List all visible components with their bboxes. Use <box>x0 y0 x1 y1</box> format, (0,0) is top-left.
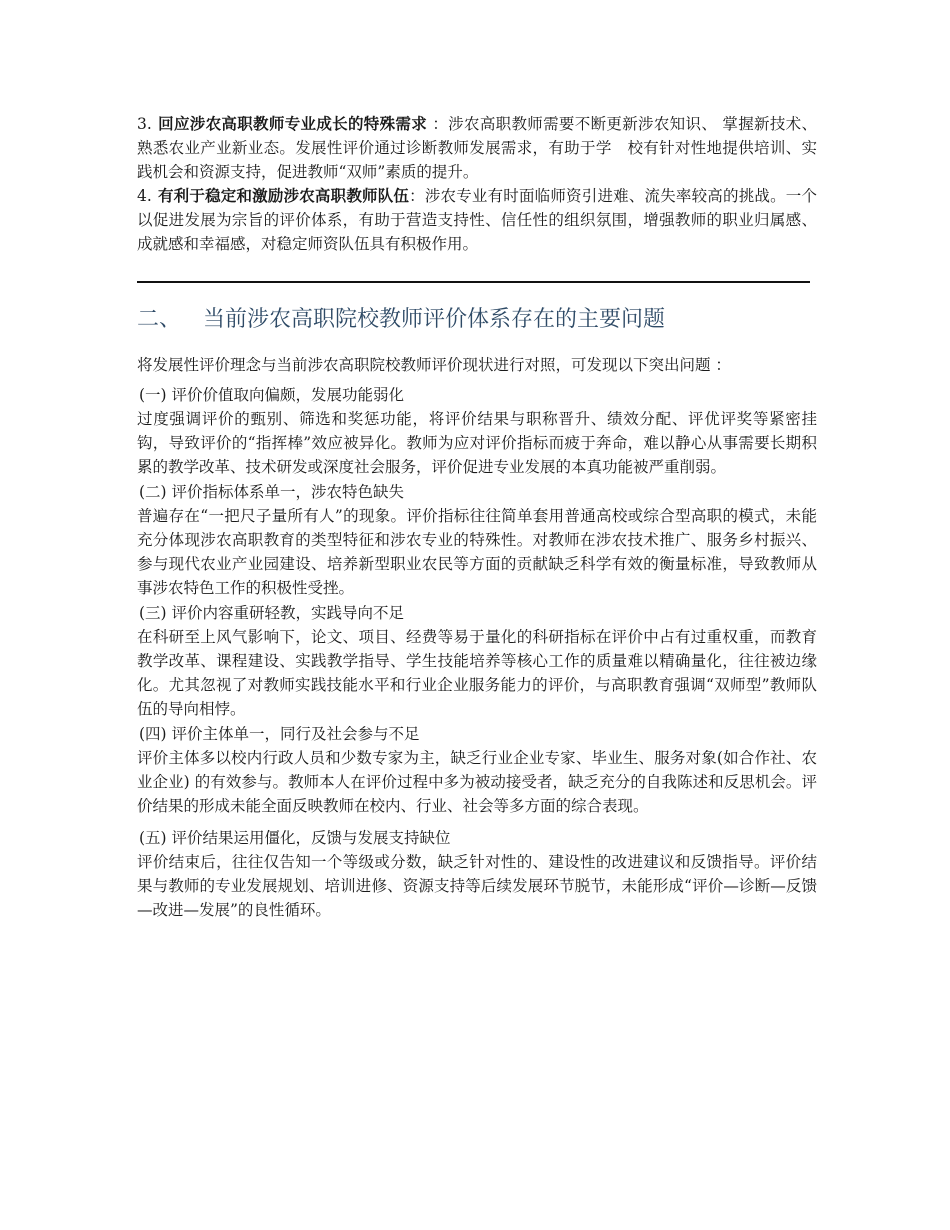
list-item-title: 回应涉农高职教师专业成长的特殊需求 <box>157 115 428 133</box>
subsection-heading-2: (二) 评价指标体系单一，涉农特色缺失 <box>139 483 405 501</box>
list-number: 4. <box>137 187 152 205</box>
list-item-text: 涉农高职教师需要不断更新涉农知识、 掌握新技术、熟悉农业产业新业态。发展性评价通过诊断教师发展需求，有助于学 校有针对性地提供培训、实践机会和资源支持，促进教师“双师”素质的提升。 <box>137 115 817 181</box>
list-item-separator: ： <box>409 187 425 205</box>
section-number: 二、 <box>137 307 182 332</box>
subsection-body-5: 评价结束后，往往仅告知一个等级或分数，缺乏针对性的、建设性的改进建议和反馈指导。评价结果与教师的专业发展规划、培训进修、资源支持等后续发展环节脱节，未能形成“评价—诊断—反馈—改进—发展”的良性循环。 <box>137 853 817 919</box>
subsection-heading-5: (五) 评价结果运用僵化，反馈与发展支持缺位 <box>139 829 451 847</box>
document-content <box>137 112 817 922</box>
section-title: 当前涉农高职院校教师评价体系存在的主要问题 <box>203 307 666 332</box>
subsection-heading-3: (三) 评价内容重研轻教，实践导向不足 <box>139 604 405 622</box>
list-number: 3. <box>137 115 152 133</box>
section-heading <box>137 305 817 335</box>
section-divider <box>137 281 810 283</box>
subsection-heading-4: (四) 评价主体单一，同行及社会参与不足 <box>139 725 420 743</box>
subsection-body-3: 在科研至上风气影响下，论文、项目、经费等易于量化的科研指标在评价中占有过重权重，而教育教学改革、课程建设、实践教学指导、学生技能培养等核心工作的质量难以精确量化，往往被边缘化。尤其忽视了对教师实践技能水平和行业企业服务能力的评价，与高职教育强调“双师型”教师队伍的导向相悖。 <box>137 628 817 718</box>
list-item-text: 涉农专业有时面临师资引进难、流失率较高的挑战。一个以促进发展为宗旨的评价体系，有助于营造支持性、信任性的组织氛围，增强教师的职业归属感、成就感和幸福感，对稳定师资队伍具有积极作用。 <box>137 187 817 253</box>
list-item-title: 有利于稳定和激励涉农高职教师队伍 <box>157 187 410 205</box>
subsection-body-4: 评价主体多以校内行政人员和少数专家为主，缺乏行业企业专家、毕业生、服务对象(如合作社、农业企业) 的有效参与。教师本人在评价过程中多为被动接受者，缺乏充分的自我陈述和反思机会。评价结果的形成未能全面反映教师在校内、行业、社会等多方面的综合表现。 <box>137 749 817 815</box>
list-item-4 <box>137 184 817 256</box>
list-item-3 <box>137 112 817 184</box>
list-item-separator: ： <box>427 115 449 133</box>
subsection-body-2: 普遍存在“一把尺子量所有人”的现象。评价指标往往简单套用普通高校或综合型高职的模式，未能充分体现涉农高职教育的类型特征和涉农专业的特殊性。对教师在涉农技术推广、服务乡村振兴、参与现代农业产业园建设、培养新型职业农民等方面的贡献缺乏科学有效的衡量标准，导致教师从事涉农特色工作的积极性受挫。 <box>137 507 817 597</box>
subsection-heading-1: (一) 评价价值取向偏颇，发展功能弱化 <box>139 386 405 404</box>
section-intro: 将发展性评价理念与当前涉农高职院校教师评价现状进行对照，可发现以下突出问题 ： <box>137 356 731 374</box>
subsection-body-1: 过度强调评价的甄别、筛选和奖惩功能，将评价结果与职称晋升、绩效分配、评优评奖等紧密挂钩，导致评价的“指挥棒”效应被异化。教师为应对评价指标而疲于奔命，难以静心从事需要长期积累的教学改革、技术研发或深度社会服务，评价促进专业发展的本真功能被严重削弱。 <box>137 410 817 476</box>
